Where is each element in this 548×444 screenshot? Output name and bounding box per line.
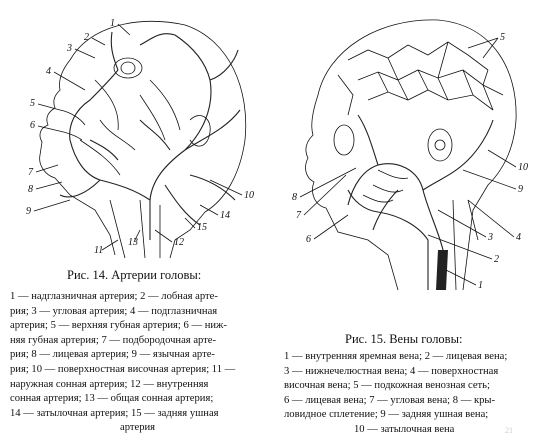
label-15-5: 5 <box>500 32 505 43</box>
label-14-3: 3 <box>67 43 72 54</box>
figure-14-legend <box>10 290 266 436</box>
label-14-10: 10 <box>244 190 254 201</box>
label-15-3: 3 <box>488 232 493 243</box>
figure-14-caption: Рис. 14. Артерии головы: <box>67 268 202 282</box>
label-14-9: 9 <box>26 206 31 217</box>
label-14-12: 12 <box>174 237 184 248</box>
label-14-15: 15 <box>197 222 207 233</box>
label-14-4: 4 <box>46 66 51 77</box>
legend-14-line: наружная сонная артерия; 12 — внутренняя <box>10 378 209 390</box>
label-14-14: 14 <box>220 210 230 221</box>
legend-14-line: артерия; 5 — верхняя губная артерия; 6 — ниж- <box>10 320 227 332</box>
label-15-10: 10 <box>518 162 528 173</box>
label-15-2: 2 <box>494 254 499 265</box>
label-14-1: 1 <box>110 18 115 29</box>
legend-14-line: рия; 10 — поверхностная височная артерия; 11 — <box>10 363 236 375</box>
figure-15-caption: Рис. 15. Вены головы: <box>345 332 463 346</box>
figure-15-legend <box>284 350 542 438</box>
legend-15-line: 10 — затылочная вена <box>354 423 455 435</box>
figure-14-illustration <box>0 0 270 262</box>
legend-15-line: 1 — внутренняя яремная вена; 2 — лицевая вена; <box>284 351 508 362</box>
label-14-2: 2 <box>84 32 89 43</box>
legend-15-line: височная вена; 5 — подкожная венозная сеть; <box>284 380 490 392</box>
head-arteries-drawing <box>40 21 246 258</box>
legend-14-line: 14 — затылочная артерия; 15 — задняя ушная <box>10 407 219 419</box>
head-veins-drawing <box>306 20 517 290</box>
figure-14-callout-numbers <box>26 18 254 256</box>
label-15-9: 9 <box>518 184 523 195</box>
label-14-13: 13 <box>128 237 138 248</box>
legend-15-line: 6 — лицевая вена; 7 — угловая вена; 8 — кры- <box>284 394 496 406</box>
legend-14-line: няя губная артерия; 7 — подбородочная арте- <box>10 334 217 346</box>
legend-14-line: артерия <box>120 422 156 434</box>
label-14-11: 11 <box>94 245 104 256</box>
label-15-7: 7 <box>296 210 301 221</box>
legend-14-line: сонная артерия; 13 — общая сонная артерия; <box>10 393 214 405</box>
label-14-8: 8 <box>28 184 33 195</box>
legend-14-line: 1 — надглазничная артерия; 2 — лобная арте- <box>10 291 218 302</box>
page-watermark: 21 <box>505 426 513 435</box>
label-15-4: 4 <box>516 232 521 243</box>
label-14-5: 5 <box>30 98 35 109</box>
legend-14-line: рия; 8 — лицевая артерия; 9 — язычная арте- <box>10 349 215 361</box>
label-15-1: 1 <box>478 280 483 291</box>
legend-14-line: рия; 3 — угловая артерия; 4 — подглазничная <box>10 305 218 317</box>
label-15-8: 8 <box>292 192 297 203</box>
figure-15-illustration <box>278 0 548 295</box>
label-14-7: 7 <box>28 167 33 178</box>
legend-15-line: 3 — нижнечелюстная вена; 4 — поверхностная <box>284 365 499 377</box>
label-14-6: 6 <box>30 120 35 131</box>
label-15-6: 6 <box>306 234 311 245</box>
legend-15-line: ловидное сплетение; 9 — задняя ушная вена; <box>284 409 489 421</box>
